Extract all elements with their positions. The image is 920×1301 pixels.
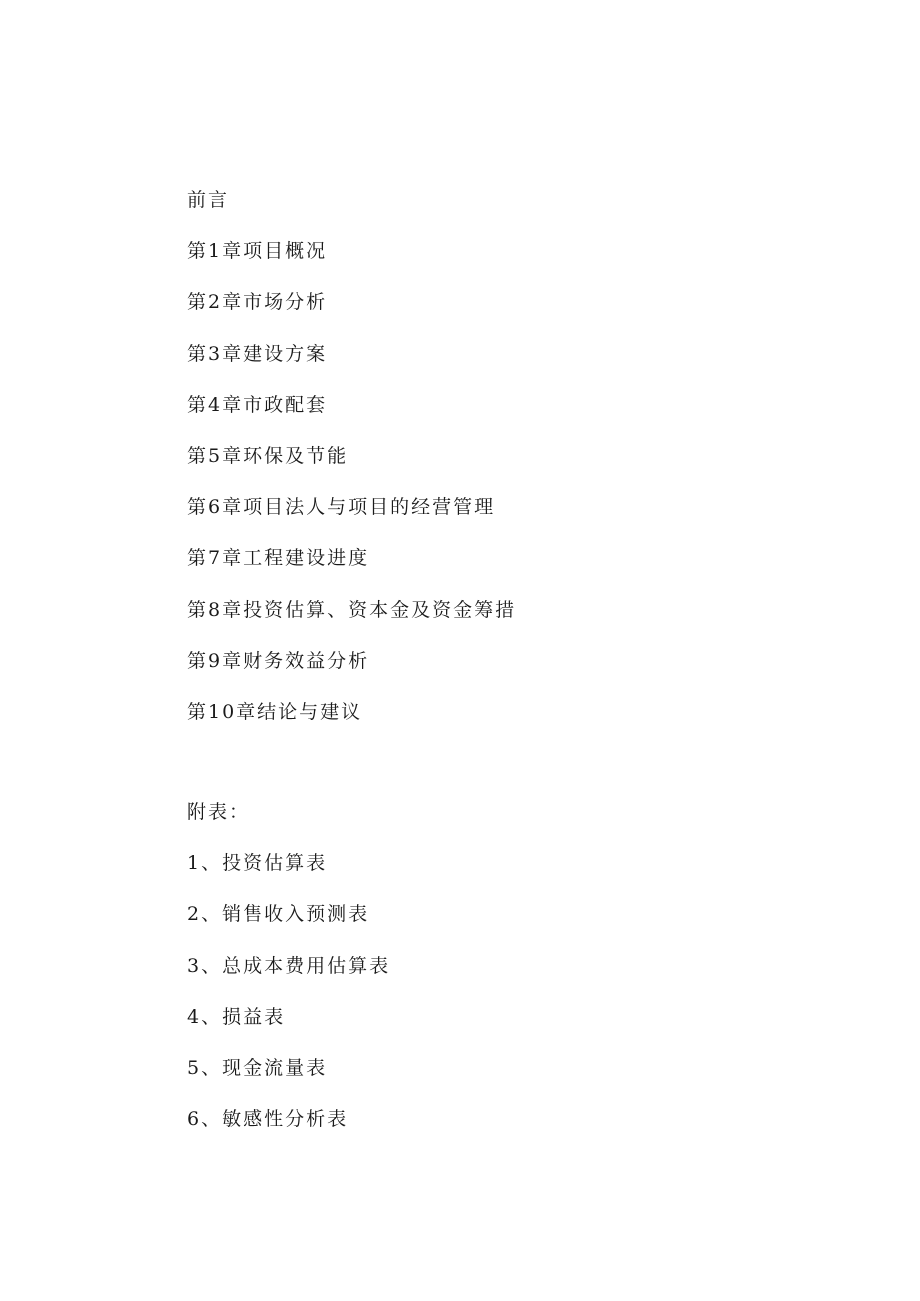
toc-chapter-10: 第10章结论与建议 xyxy=(187,700,363,723)
appendix-item-2: 2、销售收入预测表 xyxy=(187,903,370,926)
toc-chapter-8: 第8章投资估算、资本金及资金筹措 xyxy=(187,598,517,621)
appendix-item-1: 1、投资估算表 xyxy=(187,852,328,875)
toc-chapter-2: 第2章市场分析 xyxy=(187,291,328,314)
toc-preface: 前言 xyxy=(187,189,230,211)
appendix-list xyxy=(187,795,787,1153)
appendix-title: 附表： xyxy=(187,801,251,823)
toc-chapter-5: 第5章环保及节能 xyxy=(187,444,349,467)
toc-chapter-6: 第6章项目法人与项目的经营管理 xyxy=(187,496,496,519)
toc-chapter-1: 第1章项目概况 xyxy=(187,240,328,263)
appendix-item-5: 5、现金流量表 xyxy=(187,1056,328,1079)
toc-chapter-9: 第9章财务效益分析 xyxy=(187,649,370,672)
table-of-contents xyxy=(187,183,787,746)
appendix-item-4: 4、损益表 xyxy=(187,1005,286,1028)
toc-chapter-4: 第4章市政配套 xyxy=(187,393,328,416)
appendix-item-3: 3、总成本费用估算表 xyxy=(187,954,391,977)
toc-chapter-3: 第3章建设方案 xyxy=(187,342,328,365)
toc-chapter-7: 第7章工程建设进度 xyxy=(187,547,370,570)
appendix-item-6: 6、敏感性分析表 xyxy=(187,1108,349,1131)
